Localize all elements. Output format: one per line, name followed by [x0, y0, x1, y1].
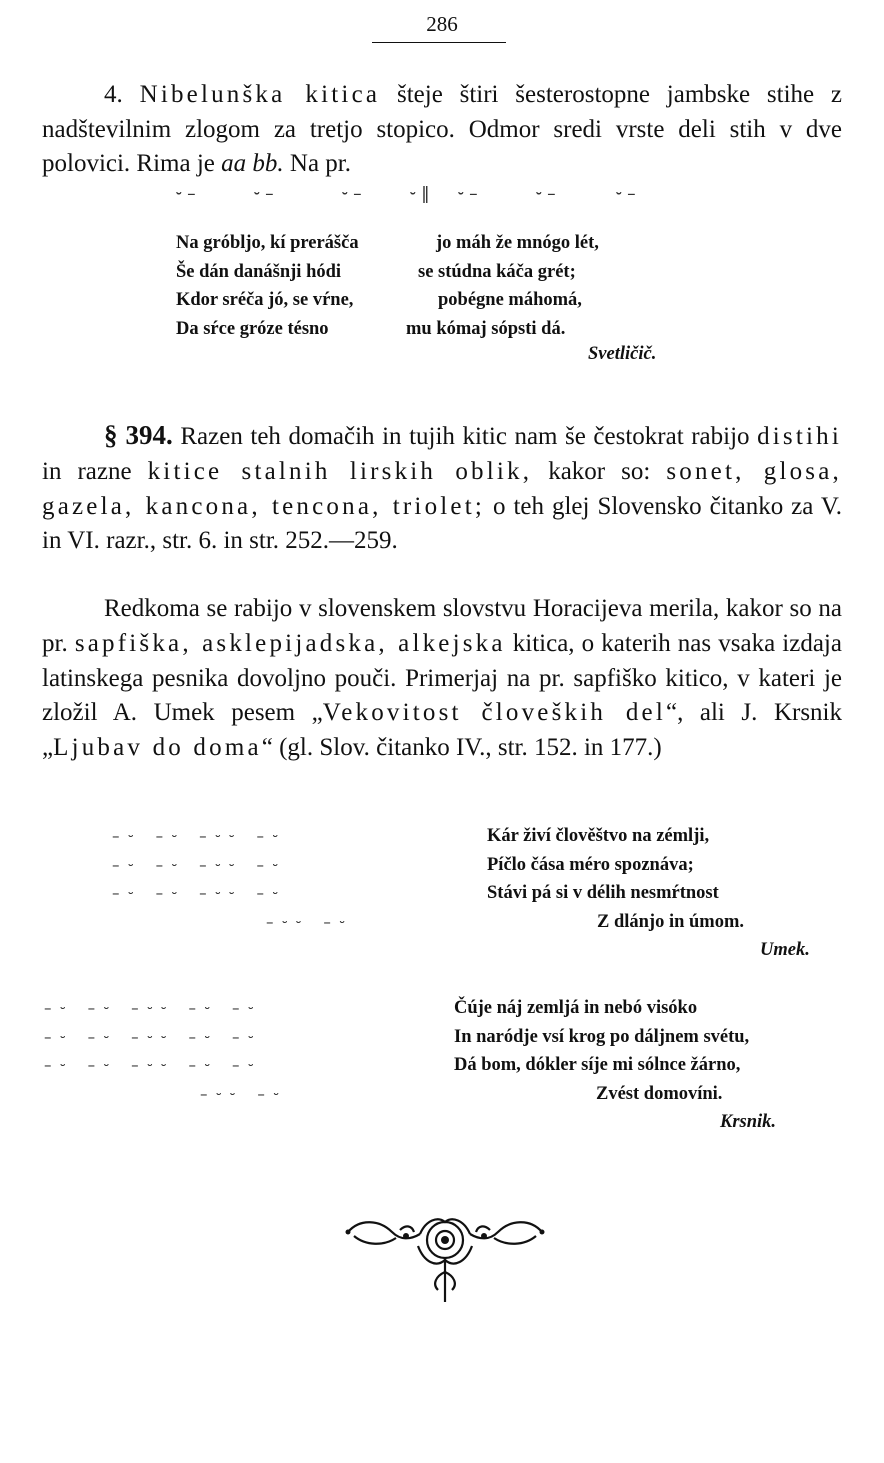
- verse-half: se stúdna káča grét;: [418, 261, 576, 282]
- verse-line: [176, 258, 676, 287]
- verse-half: Na gróbljo, kí preráščа: [176, 233, 359, 253]
- verse-line: Stávi pá si v délih nesmŕtnost: [487, 883, 719, 903]
- rhyme-scheme: aa bb.: [221, 150, 284, 178]
- poem-title-krsnik: Ljubav do doma: [53, 734, 262, 762]
- scansion-line: – ⏑ – ⏑ – ⏑ ⏑ – ⏑: [112, 884, 280, 902]
- meter-foot: ⏑ –: [342, 184, 362, 204]
- verse-line: [176, 315, 676, 344]
- text: “ (gl. Slov. čitanko IV., str. 152. in 177.): [261, 734, 662, 762]
- paragraph-394: [42, 418, 842, 559]
- poem-title-umek: Vekovitost človeških del: [322, 699, 666, 727]
- meter-foot: ⏑ –: [458, 184, 478, 204]
- scansion-line: – ⏑ – ⏑ – ⏑ ⏑ – ⏑ – ⏑: [44, 999, 256, 1017]
- term-form-list: sonet, glosa, gazela, kancona, tencona, triolet;: [42, 457, 842, 520]
- verse-half: pobégne máhomá,: [438, 290, 582, 310]
- item-number: 4.: [104, 81, 123, 108]
- author-umek: Umek.: [760, 940, 810, 960]
- krsnik-scansion: [44, 994, 281, 1108]
- scansion-line: – ⏑ ⏑ – ⏑: [266, 912, 347, 931]
- krsnik-stanza: [454, 994, 749, 1108]
- verse-line: In naródje vsí krog po dáljnem svétu,: [454, 1026, 750, 1047]
- author-krsnik: Krsnik.: [720, 1112, 777, 1132]
- verse-line: [176, 286, 676, 315]
- verse-line: Píčlo čása méro spoznáva;: [487, 854, 694, 875]
- meter-foot: ⏑ –: [254, 184, 274, 204]
- paragraph-horace: [42, 592, 842, 766]
- paragraph-nibelung: [42, 78, 842, 182]
- text: o teh glej Slovensko čitanko za V. in VI. razr., str. 6. in str. 252.—259.: [42, 492, 842, 555]
- text: “, ali J. Krsnik „: [42, 699, 843, 762]
- section-number: § 394.: [104, 420, 173, 450]
- text: kakor so:: [532, 457, 667, 485]
- term-distihi: distihi: [757, 423, 842, 450]
- umek-stanza: [487, 822, 744, 936]
- nibelung-stanza: [176, 229, 676, 343]
- paragraph-nibelung-end: Na pr.: [283, 150, 351, 178]
- verse-half: Še dán danášnji hódi: [176, 261, 342, 282]
- text: kitica, o katerih nas vsaka izdaja latinskega pesnika dovoljno pouči. Primerjaj na pr. sapfiško kitico, v kateri je zložil A. Umek pesem „: [42, 629, 842, 727]
- meter-foot: ⏑ –: [616, 184, 636, 204]
- verse-half: Da sŕce gróze tésno: [176, 318, 329, 339]
- term-lyric-forms: kitice stalnih lirskih oblik,: [147, 457, 533, 485]
- text: Redkoma se rabijo v slovenskem slovstvu Horacijeva merila, kakor so na pr.: [42, 595, 842, 657]
- text: Razen teh domačih in tujih kitic nam še čestokrat rabijo: [172, 423, 758, 450]
- author-svetlicic: Svetličič.: [588, 344, 657, 364]
- floral-ornament-icon: [340, 1210, 550, 1310]
- header-rule: [372, 42, 506, 43]
- meter-foot-caesura: ⏑ ‖: [410, 184, 430, 204]
- meter-scheme: [176, 184, 666, 206]
- scansion-line: – ⏑ – ⏑ – ⏑ ⏑ – ⏑: [112, 855, 280, 874]
- term-nibelung: Nibelunška kitica: [139, 81, 381, 108]
- verse-line: Z dlánjo in úmom.: [597, 911, 745, 932]
- page-number: 286: [426, 12, 458, 36]
- verse-half: Kdor sréča jó, se vŕne,: [176, 290, 354, 310]
- verse-line: Čúje náj zemljá in nebó visóko: [454, 998, 698, 1018]
- scansion-line: – ⏑ ⏑ – ⏑: [200, 1084, 281, 1103]
- meter-foot: ⏑ –: [536, 184, 556, 204]
- verse-half: mu kómaj sópsti dá.: [406, 318, 566, 339]
- verse-line: Dá bom, dókler síje mi sólnce žárno,: [454, 1055, 741, 1075]
- text: in razne: [42, 457, 148, 485]
- scansion-line: – ⏑ – ⏑ – ⏑ ⏑ – ⏑ – ⏑: [44, 1027, 256, 1046]
- scansion-line: – ⏑ – ⏑ – ⏑ ⏑ – ⏑: [112, 827, 280, 845]
- umek-scansion: [112, 822, 347, 936]
- verse-line: [176, 229, 676, 258]
- verse-line: Kár živí člověštvo na zémlji,: [487, 826, 710, 846]
- meter-foot: ⏑ –: [176, 184, 196, 204]
- paragraph-nibelung-text: šteje štiri šesterostopne jambske stihe z nadštevilnim zlogom za tretjo stopico. Odmor sredi vrste deli stih v dve polovici. Rima je: [42, 81, 843, 178]
- term-horatian-stanzas: sapfiška, asklepijadska, alkejska: [74, 629, 506, 657]
- scansion-line: – ⏑ – ⏑ – ⏑ ⏑ – ⏑ – ⏑: [44, 1056, 256, 1074]
- verse-line: Zvést domovíni.: [596, 1083, 723, 1104]
- verse-half: jo máh že mnógo lét,: [436, 233, 599, 253]
